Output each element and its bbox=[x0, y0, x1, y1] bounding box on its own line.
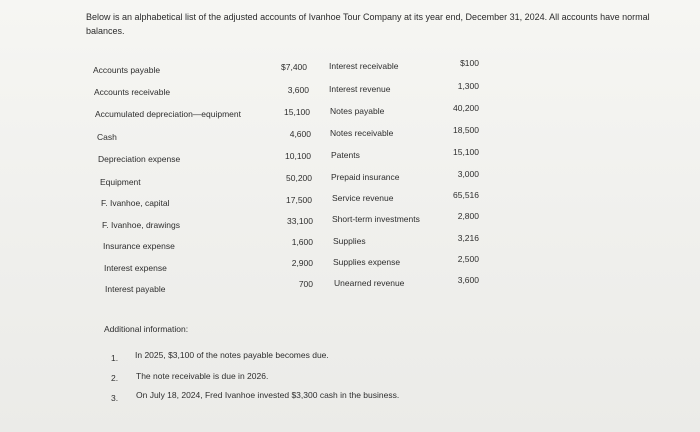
account-name: Accounts payable bbox=[93, 65, 161, 75]
additional-info-item: In 2025, $3,100 of the notes payable becomes due. bbox=[135, 350, 329, 360]
account-name: Supplies expense bbox=[333, 257, 401, 267]
account-amount: 33,100 bbox=[287, 216, 313, 226]
account-amount: $100 bbox=[460, 58, 479, 68]
item-number: 2. bbox=[111, 373, 119, 383]
account-name: Interest revenue bbox=[329, 84, 391, 94]
account-amount: 1,300 bbox=[457, 81, 479, 91]
account-amount: 18,500 bbox=[453, 125, 479, 135]
account-amount: 2,500 bbox=[457, 254, 479, 264]
account-name: Depreciation expense bbox=[98, 154, 181, 164]
account-name: Cash bbox=[97, 132, 117, 142]
account-name: F. Ivanhoe, drawings bbox=[102, 220, 180, 230]
account-amount: 2,900 bbox=[291, 258, 313, 268]
intro-text: Below is an alphabetical list of the adjusted accounts of Ivanhoe Tour Company at its year end, December 31, 2024. All accounts have normal balances. bbox=[86, 12, 650, 36]
account-amount: 3,000 bbox=[457, 169, 479, 179]
account-amount: 40,200 bbox=[453, 103, 479, 113]
account-amount: 3,216 bbox=[457, 233, 479, 243]
account-amount: 3,600 bbox=[287, 85, 309, 95]
account-name: F. Ivanhoe, capital bbox=[101, 198, 170, 208]
account-amount: $7,400 bbox=[281, 62, 307, 72]
account-name: Service revenue bbox=[332, 193, 394, 203]
account-name: Short-term investments bbox=[332, 214, 420, 224]
account-name: Insurance expense bbox=[103, 241, 175, 251]
account-name: Prepaid insurance bbox=[331, 172, 400, 182]
item-number: 3. bbox=[111, 393, 119, 403]
account-name: Accumulated depreciation—equipment bbox=[95, 109, 242, 119]
account-amount: 700 bbox=[298, 279, 313, 289]
account-name: Supplies bbox=[333, 236, 366, 246]
additional-info-item: On July 18, 2024, Fred Ivanhoe invested $3,300 cash in the business. bbox=[136, 390, 400, 400]
account-amount: 15,100 bbox=[453, 147, 479, 157]
account-name: Patents bbox=[331, 150, 360, 160]
account-name: Interest expense bbox=[104, 263, 167, 273]
account-amount: 4,600 bbox=[289, 129, 311, 139]
account-name: Equipment bbox=[100, 177, 141, 187]
account-name: Interest payable bbox=[105, 284, 166, 294]
account-name: Accounts receivable bbox=[94, 87, 171, 97]
account-amount: 1,600 bbox=[291, 237, 313, 247]
account-amount: 10,100 bbox=[285, 151, 311, 161]
additional-info-item: The note receivable is due in 2026. bbox=[136, 371, 269, 381]
account-amount: 2,800 bbox=[457, 211, 479, 221]
account-name: Notes payable bbox=[330, 106, 385, 116]
account-name: Notes receivable bbox=[330, 128, 394, 138]
account-name: Interest receivable bbox=[329, 61, 399, 71]
account-amount: 15,100 bbox=[284, 107, 310, 117]
account-amount: 65,516 bbox=[453, 190, 479, 200]
item-number: 1. bbox=[111, 353, 119, 363]
account-amount: 17,500 bbox=[286, 195, 312, 205]
additional-info-heading: Additional information: bbox=[104, 324, 189, 334]
account-name: Unearned revenue bbox=[334, 278, 405, 288]
account-amount: 50,200 bbox=[286, 173, 312, 183]
account-amount: 3,600 bbox=[457, 275, 479, 285]
